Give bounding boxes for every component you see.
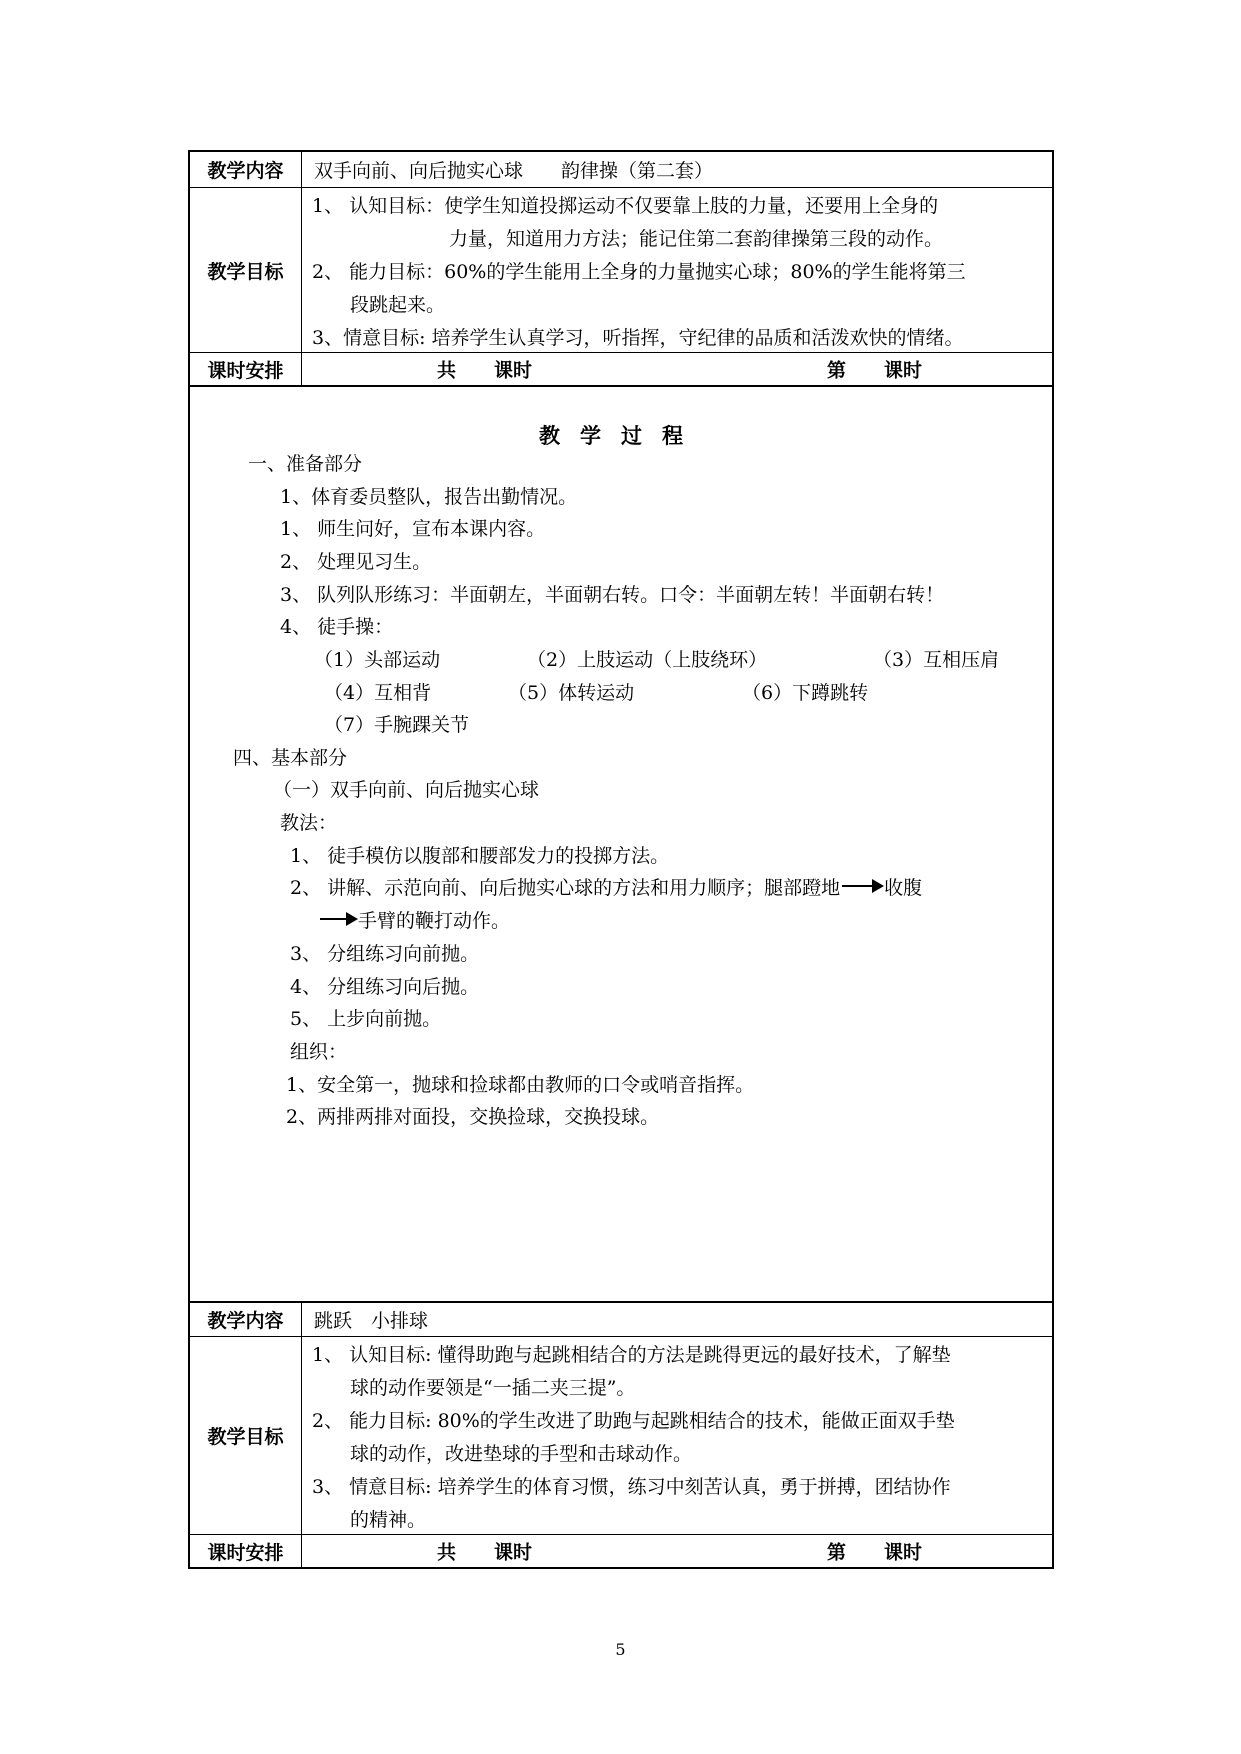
goals-row xyxy=(190,188,1052,353)
method-heading: 教法： xyxy=(280,812,338,834)
goal-line: 2、 能力目标：60%的学生能用上全身的力量抛实心球；80%的学生能将第三 xyxy=(312,261,966,283)
exercise-item: （4）互相背 xyxy=(324,682,432,704)
content-row xyxy=(190,1303,1052,1337)
process-title: 教学过程 xyxy=(539,424,703,448)
content-row xyxy=(190,152,1052,188)
organization-heading: 组织： xyxy=(290,1041,348,1063)
goals-text xyxy=(302,1337,1052,1534)
goal-line: 球的动作，改进垫球的手型和击球动作。 xyxy=(350,1443,693,1465)
goals-row xyxy=(190,1337,1052,1535)
page-number: 5 xyxy=(615,1640,626,1659)
goal-line: 球的动作要领是“一插二夹三提”。 xyxy=(350,1377,636,1399)
schedule-label: 课时安排 xyxy=(190,1535,302,1567)
goal-line: 的精神。 xyxy=(350,1509,427,1531)
schedule-values xyxy=(302,353,1052,385)
arrow-icon xyxy=(320,918,356,920)
process-line: 4、 徒手操： xyxy=(280,616,394,638)
process-line: 1、 师生问好，宣布本课内容。 xyxy=(280,518,546,540)
process-line xyxy=(320,908,510,934)
exercise-item: （6）下蹲跳转 xyxy=(742,682,869,704)
process-line: 2、两排两排对面投，交换捡球，交换投球。 xyxy=(286,1106,660,1128)
schedule-nth: 第 课时 xyxy=(827,359,923,382)
goals-label: 教学目标 xyxy=(190,188,302,352)
process-line: 2、 处理见习生。 xyxy=(280,551,432,573)
process-line: 3、 队列队形练习：半面朝左，半面朝右转。口令：半面朝左转！半面朝右转！ xyxy=(280,584,945,606)
process-line: 1、 徒手模仿以腹部和腰部发力的投掷方法。 xyxy=(290,845,670,867)
schedule-label: 课时安排 xyxy=(190,353,302,385)
sub-heading: （一）双手向前、向后抛实心球 xyxy=(273,779,540,801)
goal-line: 1、 认知目标: 懂得助跑与起跳相结合的方法是跳得更远的最好技术，了解垫 xyxy=(312,1344,951,1366)
process-line: 1、安全第一，抛球和捡球都由教师的口令或哨音指挥。 xyxy=(286,1074,755,1096)
process-line: 1、体育委员整队，报告出勤情况。 xyxy=(280,486,578,508)
process-line-text: 收腹 xyxy=(884,877,923,899)
process-line: 5、 上步向前抛。 xyxy=(290,1008,442,1030)
process-line: 4、 分组练习向后抛。 xyxy=(290,976,480,998)
content-label: 教学内容 xyxy=(190,152,302,187)
goals-text xyxy=(302,188,1052,352)
section-heading: 一、准备部分 xyxy=(248,453,363,475)
content-value: 双手向前、向后抛实心球 韵律操（第二套） xyxy=(314,160,714,182)
content-label: 教学内容 xyxy=(190,1303,302,1336)
exercise-item: （3）互相压肩 xyxy=(873,649,1000,671)
lesson-table-1 xyxy=(188,150,1054,387)
exercise-item: （7）手腕踝关节 xyxy=(324,714,470,736)
process-line-text: 手臂的鞭打动作。 xyxy=(358,910,511,932)
exercise-item: （1）头部运动 xyxy=(314,649,441,671)
schedule-row xyxy=(190,1535,1052,1567)
schedule-nth: 第 课时 xyxy=(827,1541,923,1564)
content-value: 跳跃 小排球 xyxy=(314,1310,429,1332)
schedule-row xyxy=(190,353,1052,385)
teaching-process xyxy=(188,384,1054,1302)
exercise-item: （5）体转运动 xyxy=(508,682,635,704)
process-line-text: 2、 讲解、示范向前、向后抛实心球的方法和用力顺序；腿部蹬地 xyxy=(290,877,841,899)
goal-line: 2、 能力目标: 80%的学生改进了助跑与起跳相结合的技术，能做正面双手垫 xyxy=(312,1410,955,1432)
lesson-table-2 xyxy=(188,1301,1054,1569)
goal-line: 3、情意目标: 培养学生认真学习，听指挥，守纪律的品质和活泼欢快的情绪。 xyxy=(312,327,964,349)
goal-line: 3、 情意目标: 培养学生的体育习惯，练习中刻苦认真，勇于拼搏，团结协作 xyxy=(312,1476,951,1498)
exercise-item: （2）上肢运动（上肢绕环） xyxy=(527,649,768,671)
goal-line: 1、 认知目标：使学生知道投掷运动不仅要靠上肢的力量，还要用上全身的 xyxy=(312,195,939,217)
section-heading: 四、基本部分 xyxy=(233,747,348,769)
process-line: 3、 分组练习向前抛。 xyxy=(290,943,480,965)
process-line xyxy=(290,875,922,901)
goal-line: 段跳起来。 xyxy=(350,294,446,316)
schedule-total: 共 课时 xyxy=(437,1541,533,1564)
arrow-icon xyxy=(842,885,882,887)
schedule-total: 共 课时 xyxy=(437,359,533,382)
schedule-values xyxy=(302,1535,1052,1567)
goals-label: 教学目标 xyxy=(190,1337,302,1534)
goal-line: 力量，知道用力方法；能记住第二套韵律操第三段的动作。 xyxy=(449,228,944,250)
